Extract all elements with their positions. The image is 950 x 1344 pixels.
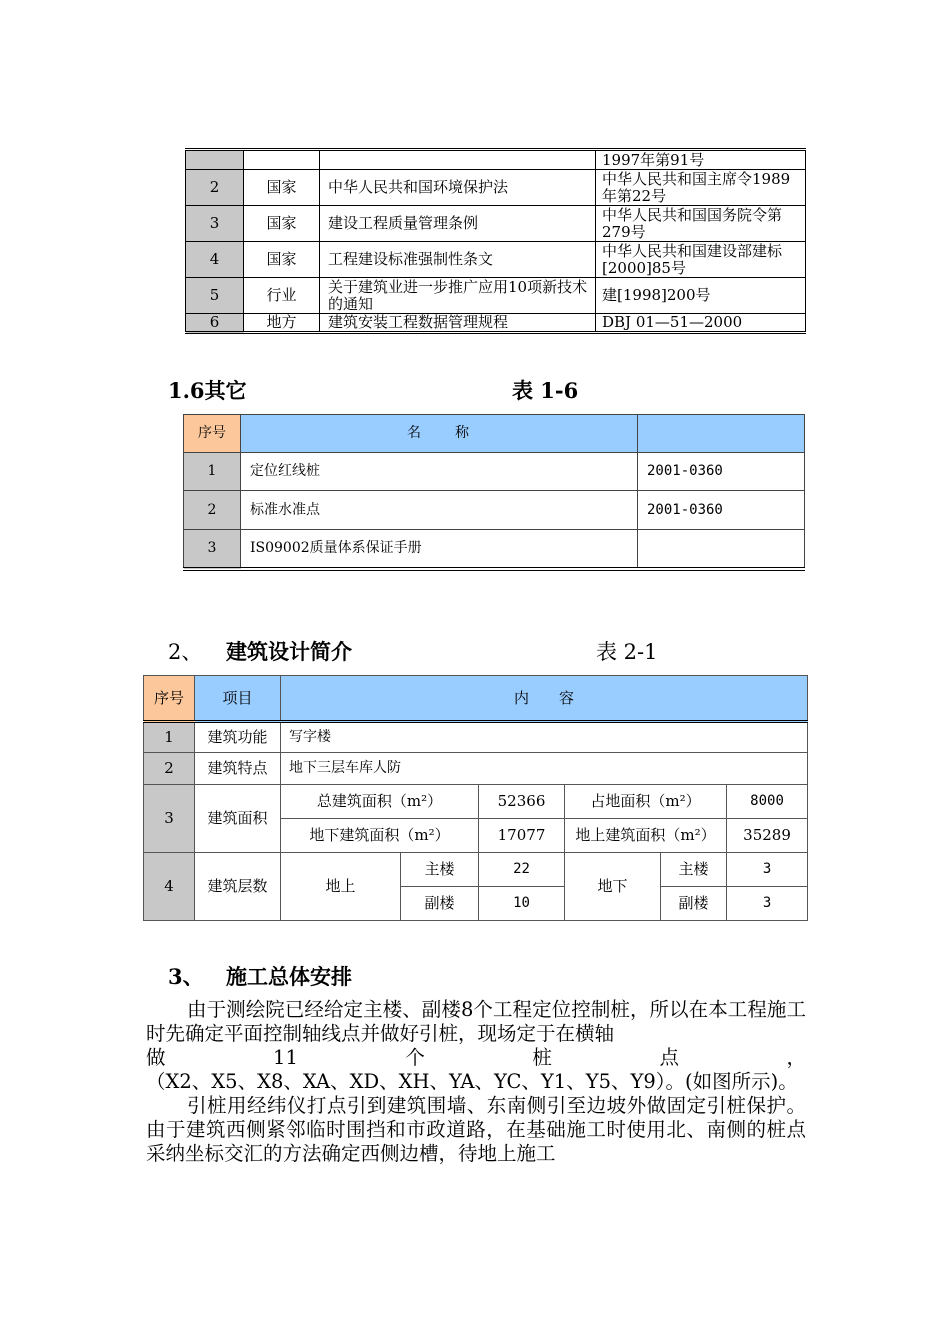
row-name: 工程建设标准强制性条文 bbox=[320, 242, 596, 278]
spread-word: 点 bbox=[659, 1046, 679, 1069]
table-2-1 bbox=[143, 675, 808, 921]
row-seq: 3 bbox=[186, 206, 244, 242]
row-level: 国家 bbox=[244, 206, 320, 242]
row-name: IS09002质量体系保证手册 bbox=[241, 530, 638, 569]
spread-word: 桩 bbox=[532, 1046, 552, 1069]
footprint-label: 占地面积（m²） bbox=[565, 785, 727, 819]
row-doc: 中华人民共和国国务院令第279号 bbox=[596, 206, 806, 242]
header-seq: 序号 bbox=[184, 415, 241, 453]
section-3-title: 施工总体安排 bbox=[226, 964, 352, 989]
table-row bbox=[186, 314, 806, 333]
table-header-row bbox=[184, 415, 805, 453]
table-row bbox=[144, 753, 808, 785]
row-seq: 6 bbox=[186, 314, 244, 333]
row-seq bbox=[186, 150, 244, 170]
row-name: 关于建筑业进一步推广应用10项新技术的通知 bbox=[320, 278, 596, 314]
total-area-label: 总建筑面积（m²） bbox=[281, 785, 479, 819]
row-seq: 5 bbox=[186, 278, 244, 314]
row-code: 2001-0360 bbox=[638, 453, 805, 491]
row-doc: 中华人民共和国主席令1989年第22号 bbox=[596, 170, 806, 206]
row-seq: 4 bbox=[144, 853, 195, 921]
table-row bbox=[144, 853, 808, 887]
row-level bbox=[244, 150, 320, 170]
row-seq: 2 bbox=[184, 491, 241, 530]
row-doc: 中华人民共和国建设部建标[2000]85号 bbox=[596, 242, 806, 278]
table-row bbox=[184, 491, 805, 530]
above-annex-floors: 10 bbox=[479, 887, 565, 921]
row-code bbox=[638, 530, 805, 569]
below-area-label: 地下建筑面积（m²） bbox=[281, 819, 479, 853]
annex-building-label: 副楼 bbox=[661, 887, 727, 921]
main-building-label: 主楼 bbox=[401, 853, 479, 887]
row-name: 标准水准点 bbox=[241, 491, 638, 530]
spread-word: 11 bbox=[273, 1046, 298, 1069]
row-level: 国家 bbox=[244, 170, 320, 206]
row-name: 定位红线桩 bbox=[241, 453, 638, 491]
paragraph: 引桩用经纬仪打点引到建筑围墙、东南侧引至边坡外做固定引桩保护。由于建筑西侧紧邻临时围挡和市政道路，在基础施工时使用北、南侧的桩点采纳坐标交汇的方法确定西侧边槽，待地上施工 bbox=[146, 1094, 806, 1165]
standards-table bbox=[185, 148, 806, 334]
table-1-6 bbox=[183, 414, 805, 571]
section-2-title: 建筑设计简介 bbox=[226, 639, 352, 664]
above-main-floors: 22 bbox=[479, 853, 565, 887]
row-level: 国家 bbox=[244, 242, 320, 278]
row-seq: 3 bbox=[144, 785, 195, 853]
above-area-label: 地上建筑面积（m²） bbox=[565, 819, 727, 853]
above-area-value: 35289 bbox=[727, 819, 808, 853]
table-row bbox=[144, 722, 808, 753]
table-2-1-label: 表 2-1 bbox=[596, 640, 658, 664]
row-value: 写字楼 bbox=[281, 722, 808, 753]
row-level: 行业 bbox=[244, 278, 320, 314]
table-row bbox=[184, 453, 805, 491]
row-value: 地下三层车库人防 bbox=[281, 753, 808, 785]
paragraph-spread-line bbox=[146, 1046, 806, 1070]
row-seq: 2 bbox=[144, 753, 195, 785]
section-1-6-title: 1.6其它 bbox=[168, 378, 247, 403]
row-name: 建设工程质量管理条例 bbox=[320, 206, 596, 242]
header-content: 内 容 bbox=[281, 676, 808, 722]
row-doc: 建[1998]200号 bbox=[596, 278, 806, 314]
section-2-number: 2、 bbox=[168, 640, 203, 664]
table-row bbox=[186, 242, 806, 278]
table-row bbox=[186, 278, 806, 314]
row-code: 2001-0360 bbox=[638, 491, 805, 530]
total-area-value: 52366 bbox=[479, 785, 565, 819]
row-item: 建筑面积 bbox=[195, 785, 281, 853]
row-name: 中华人民共和国环境保护法 bbox=[320, 170, 596, 206]
below-main-floors: 3 bbox=[727, 853, 808, 887]
section-3-body bbox=[146, 998, 806, 1166]
row-doc: DBJ 01—51—2000 bbox=[596, 314, 806, 333]
annex-building-label: 副楼 bbox=[401, 887, 479, 921]
table-1-6-label: 表 1-6 bbox=[512, 378, 579, 403]
main-building-label: 主楼 bbox=[661, 853, 727, 887]
row-name: 建筑安装工程数据管理规程 bbox=[320, 314, 596, 333]
header-code bbox=[638, 415, 805, 453]
row-seq: 1 bbox=[144, 722, 195, 753]
paragraph: 由于测绘院已经给定主楼、副楼8个工程定位控制桩，所以在本工程施工时先确定平面控制轴线点并做好引桩，现场定于在横轴 bbox=[146, 998, 806, 1045]
table-row bbox=[186, 170, 806, 206]
row-seq: 2 bbox=[186, 170, 244, 206]
footprint-value: 8000 bbox=[727, 785, 808, 819]
header-item: 项目 bbox=[195, 676, 281, 722]
table-row bbox=[144, 785, 808, 819]
row-doc: 1997年第91号 bbox=[596, 150, 806, 170]
table-row bbox=[186, 206, 806, 242]
above-ground-label: 地上 bbox=[281, 853, 401, 921]
table-row bbox=[184, 530, 805, 569]
header-seq: 序号 bbox=[144, 676, 195, 722]
row-seq: 1 bbox=[184, 453, 241, 491]
row-item: 建筑层数 bbox=[195, 853, 281, 921]
section-3-number: 3、 bbox=[168, 964, 204, 989]
row-seq: 4 bbox=[186, 242, 244, 278]
spread-word: ， bbox=[786, 1046, 806, 1069]
table-row bbox=[186, 150, 806, 170]
spread-word: 个 bbox=[405, 1046, 425, 1069]
row-item: 建筑功能 bbox=[195, 722, 281, 753]
paragraph: （X2、X5、X8、XA、XD、XH、YA、YC、Y1、Y5、Y9）。(如图所示)。 bbox=[146, 1070, 798, 1093]
row-name bbox=[320, 150, 596, 170]
row-item: 建筑特点 bbox=[195, 753, 281, 785]
header-name: 名 称 bbox=[241, 415, 638, 453]
table-header-row bbox=[144, 676, 808, 722]
below-ground-label: 地下 bbox=[565, 853, 661, 921]
row-seq: 3 bbox=[184, 530, 241, 569]
below-area-value: 17077 bbox=[479, 819, 565, 853]
row-level: 地方 bbox=[244, 314, 320, 333]
below-annex-floors: 3 bbox=[727, 887, 808, 921]
spread-word: 做 bbox=[146, 1046, 166, 1069]
